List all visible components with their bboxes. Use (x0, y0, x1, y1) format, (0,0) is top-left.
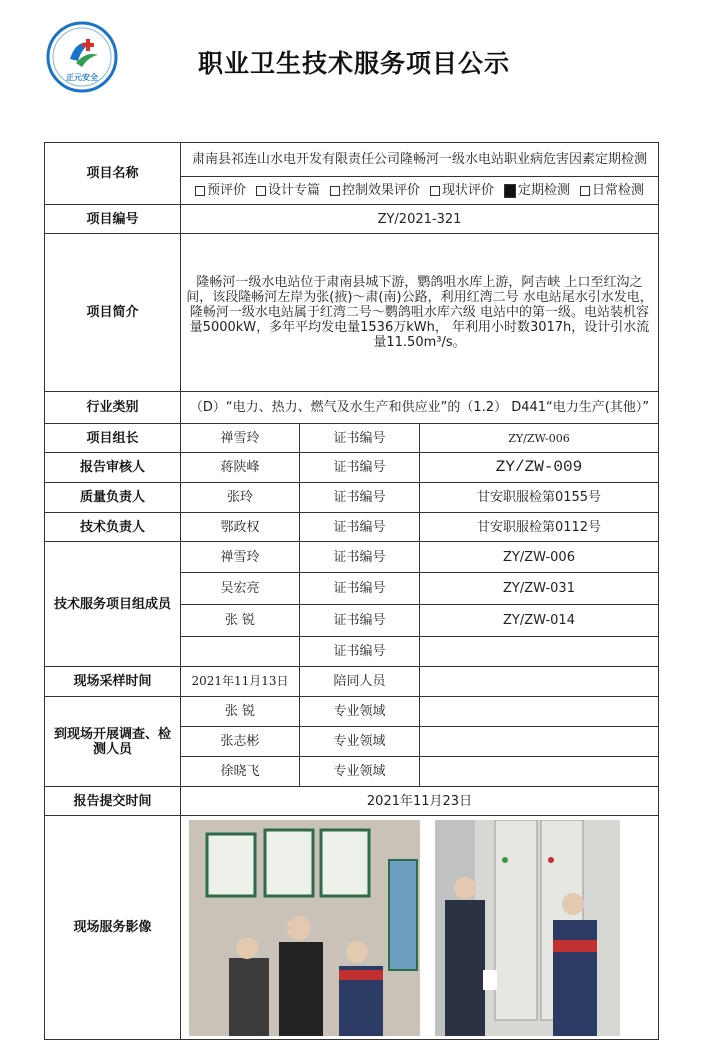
page-title: 职业卫生技术服务项目公示 (198, 49, 511, 78)
checkbox-label: 设计专篇 (267, 183, 320, 198)
member-name: 吴宏亮 (181, 573, 300, 605)
member-cert: ZY/ZW-031 (420, 573, 659, 605)
checkbox-label: 预评价 (206, 183, 246, 198)
label-intro: 项目简介 (45, 234, 181, 392)
row-member (45, 542, 659, 573)
label-project-no: 项目编号 (45, 205, 181, 234)
project-no-value: ZY/2021-321 (181, 205, 659, 234)
member-name: 张 锐 (181, 605, 300, 637)
cert-label: 证书编号 (300, 573, 420, 605)
checkbox-control-effect[interactable] (330, 183, 420, 198)
member-cert: ZY/ZW-014 (420, 605, 659, 637)
cert-label: 证书编号 (300, 637, 420, 667)
intro-text: 隆畅河一级水电站位于肃南县城下游，鹦鸽咀水库上游，阿吉峡 上口至红沟之间，该段隆畅河左岸为张(掖)～肃(南)公路，利用红湾二号 水电站尾水引水发电，隆畅河一级水电站属于红湾二号～鹦鸽咀水库六级 电站中的第一级。电站装机容量5000kW，多年平均发电量1536万kWh， 年利用小时数3017h，设计引水流量11.50m³/s。 (181, 234, 659, 392)
checkbox-daily-detection[interactable] (580, 183, 644, 198)
onsite-name: 张 锐 (181, 697, 300, 727)
label-onsite: 到现场开展调查、检测人员 (45, 697, 181, 787)
member-cert (420, 637, 659, 667)
label-reviewer: 报告审核人 (45, 453, 181, 483)
leader-name: 禅雪玲 (181, 424, 300, 453)
row-intro (45, 234, 659, 392)
member-name (181, 637, 300, 667)
row-sampling (45, 667, 659, 697)
cert-label: 证书编号 (300, 424, 420, 453)
row-project-name (45, 143, 659, 177)
checkbox-design[interactable] (256, 183, 320, 198)
cert-label: 证书编号 (300, 483, 420, 513)
cert-label: 证书编号 (300, 453, 420, 483)
tech-cert: 甘安职服检第0112号 (420, 513, 659, 542)
onsite-field (420, 727, 659, 757)
reviewer-cert: ZY/ZW-009 (420, 453, 659, 483)
sampling-date: 2021年11月13日 (181, 667, 300, 697)
onsite-field (420, 757, 659, 787)
project-name-value: 肃南县祁连山水电开发有限责任公司隆畅河一级水电站职业病危害因素定期检测 (181, 143, 659, 177)
checkbox-label: 日常检测 (592, 183, 645, 198)
row-submit (45, 787, 659, 816)
checkbox-pre-evaluation[interactable] (195, 183, 246, 198)
label-sampling-time: 现场采样时间 (45, 667, 181, 697)
logo-text: 正元安全 (66, 73, 98, 82)
logo-cross (82, 43, 94, 47)
accompany-value (420, 667, 659, 697)
onsite-name: 张志彬 (181, 727, 300, 757)
tech-name: 鄂政权 (181, 513, 300, 542)
field-label: 专业领域 (300, 757, 420, 787)
label-quality: 质量负责人 (45, 483, 181, 513)
row-industry (45, 392, 659, 424)
leader-cert: ZY/ZW-006 (420, 424, 659, 453)
onsite-name: 徐晓飞 (181, 757, 300, 787)
label-members: 技术服务项目组成员 (45, 542, 181, 667)
project-table (44, 142, 659, 1040)
row-project-no (45, 205, 659, 234)
field-label: 专业领域 (300, 697, 420, 727)
quality-cert: 甘安职服检第0155号 (420, 483, 659, 513)
checkbox-status-evaluation[interactable] (430, 183, 494, 198)
label-leader: 项目组长 (45, 424, 181, 453)
label-submit-time: 报告提交时间 (45, 787, 181, 816)
cert-label: 证书编号 (300, 605, 420, 637)
quality-name: 张玲 (181, 483, 300, 513)
row-quality (45, 483, 659, 513)
site-photo-2 (435, 820, 620, 1036)
checkbox-label: 定期检测 (518, 183, 571, 198)
checkbox-periodic-detection[interactable] (504, 183, 570, 198)
company-logo (46, 21, 118, 93)
site-photo-1 (189, 820, 420, 1036)
reviewer-name: 蒋陕峰 (181, 453, 300, 483)
label-images: 现场服务影像 (45, 816, 181, 1040)
row-leader (45, 424, 659, 453)
cert-label: 证书编号 (300, 513, 420, 542)
label-project-name: 项目名称 (45, 143, 181, 205)
member-name: 禅雪玲 (181, 542, 300, 573)
accompany-label: 陪同人员 (300, 667, 420, 697)
label-industry: 行业类别 (45, 392, 181, 424)
project-type-cell (181, 177, 659, 205)
cert-label: 证书编号 (300, 542, 420, 573)
checkbox-label: 现状评价 (442, 183, 495, 198)
checkbox-label: 控制效果评价 (341, 183, 420, 198)
field-label: 专业领域 (300, 727, 420, 757)
row-images (45, 816, 659, 1040)
submit-date: 2021年11月23日 (181, 787, 659, 816)
industry-value: （D）“电力、热力、燃气及水生产和供应业”的（1.2） D441“电力生产(其他）” (181, 392, 659, 424)
row-onsite (45, 697, 659, 727)
row-tech (45, 513, 659, 542)
row-reviewer (45, 453, 659, 483)
label-tech: 技术负责人 (45, 513, 181, 542)
member-cert: ZY/ZW-006 (420, 542, 659, 573)
onsite-field (420, 697, 659, 727)
images-cell (181, 816, 659, 1040)
